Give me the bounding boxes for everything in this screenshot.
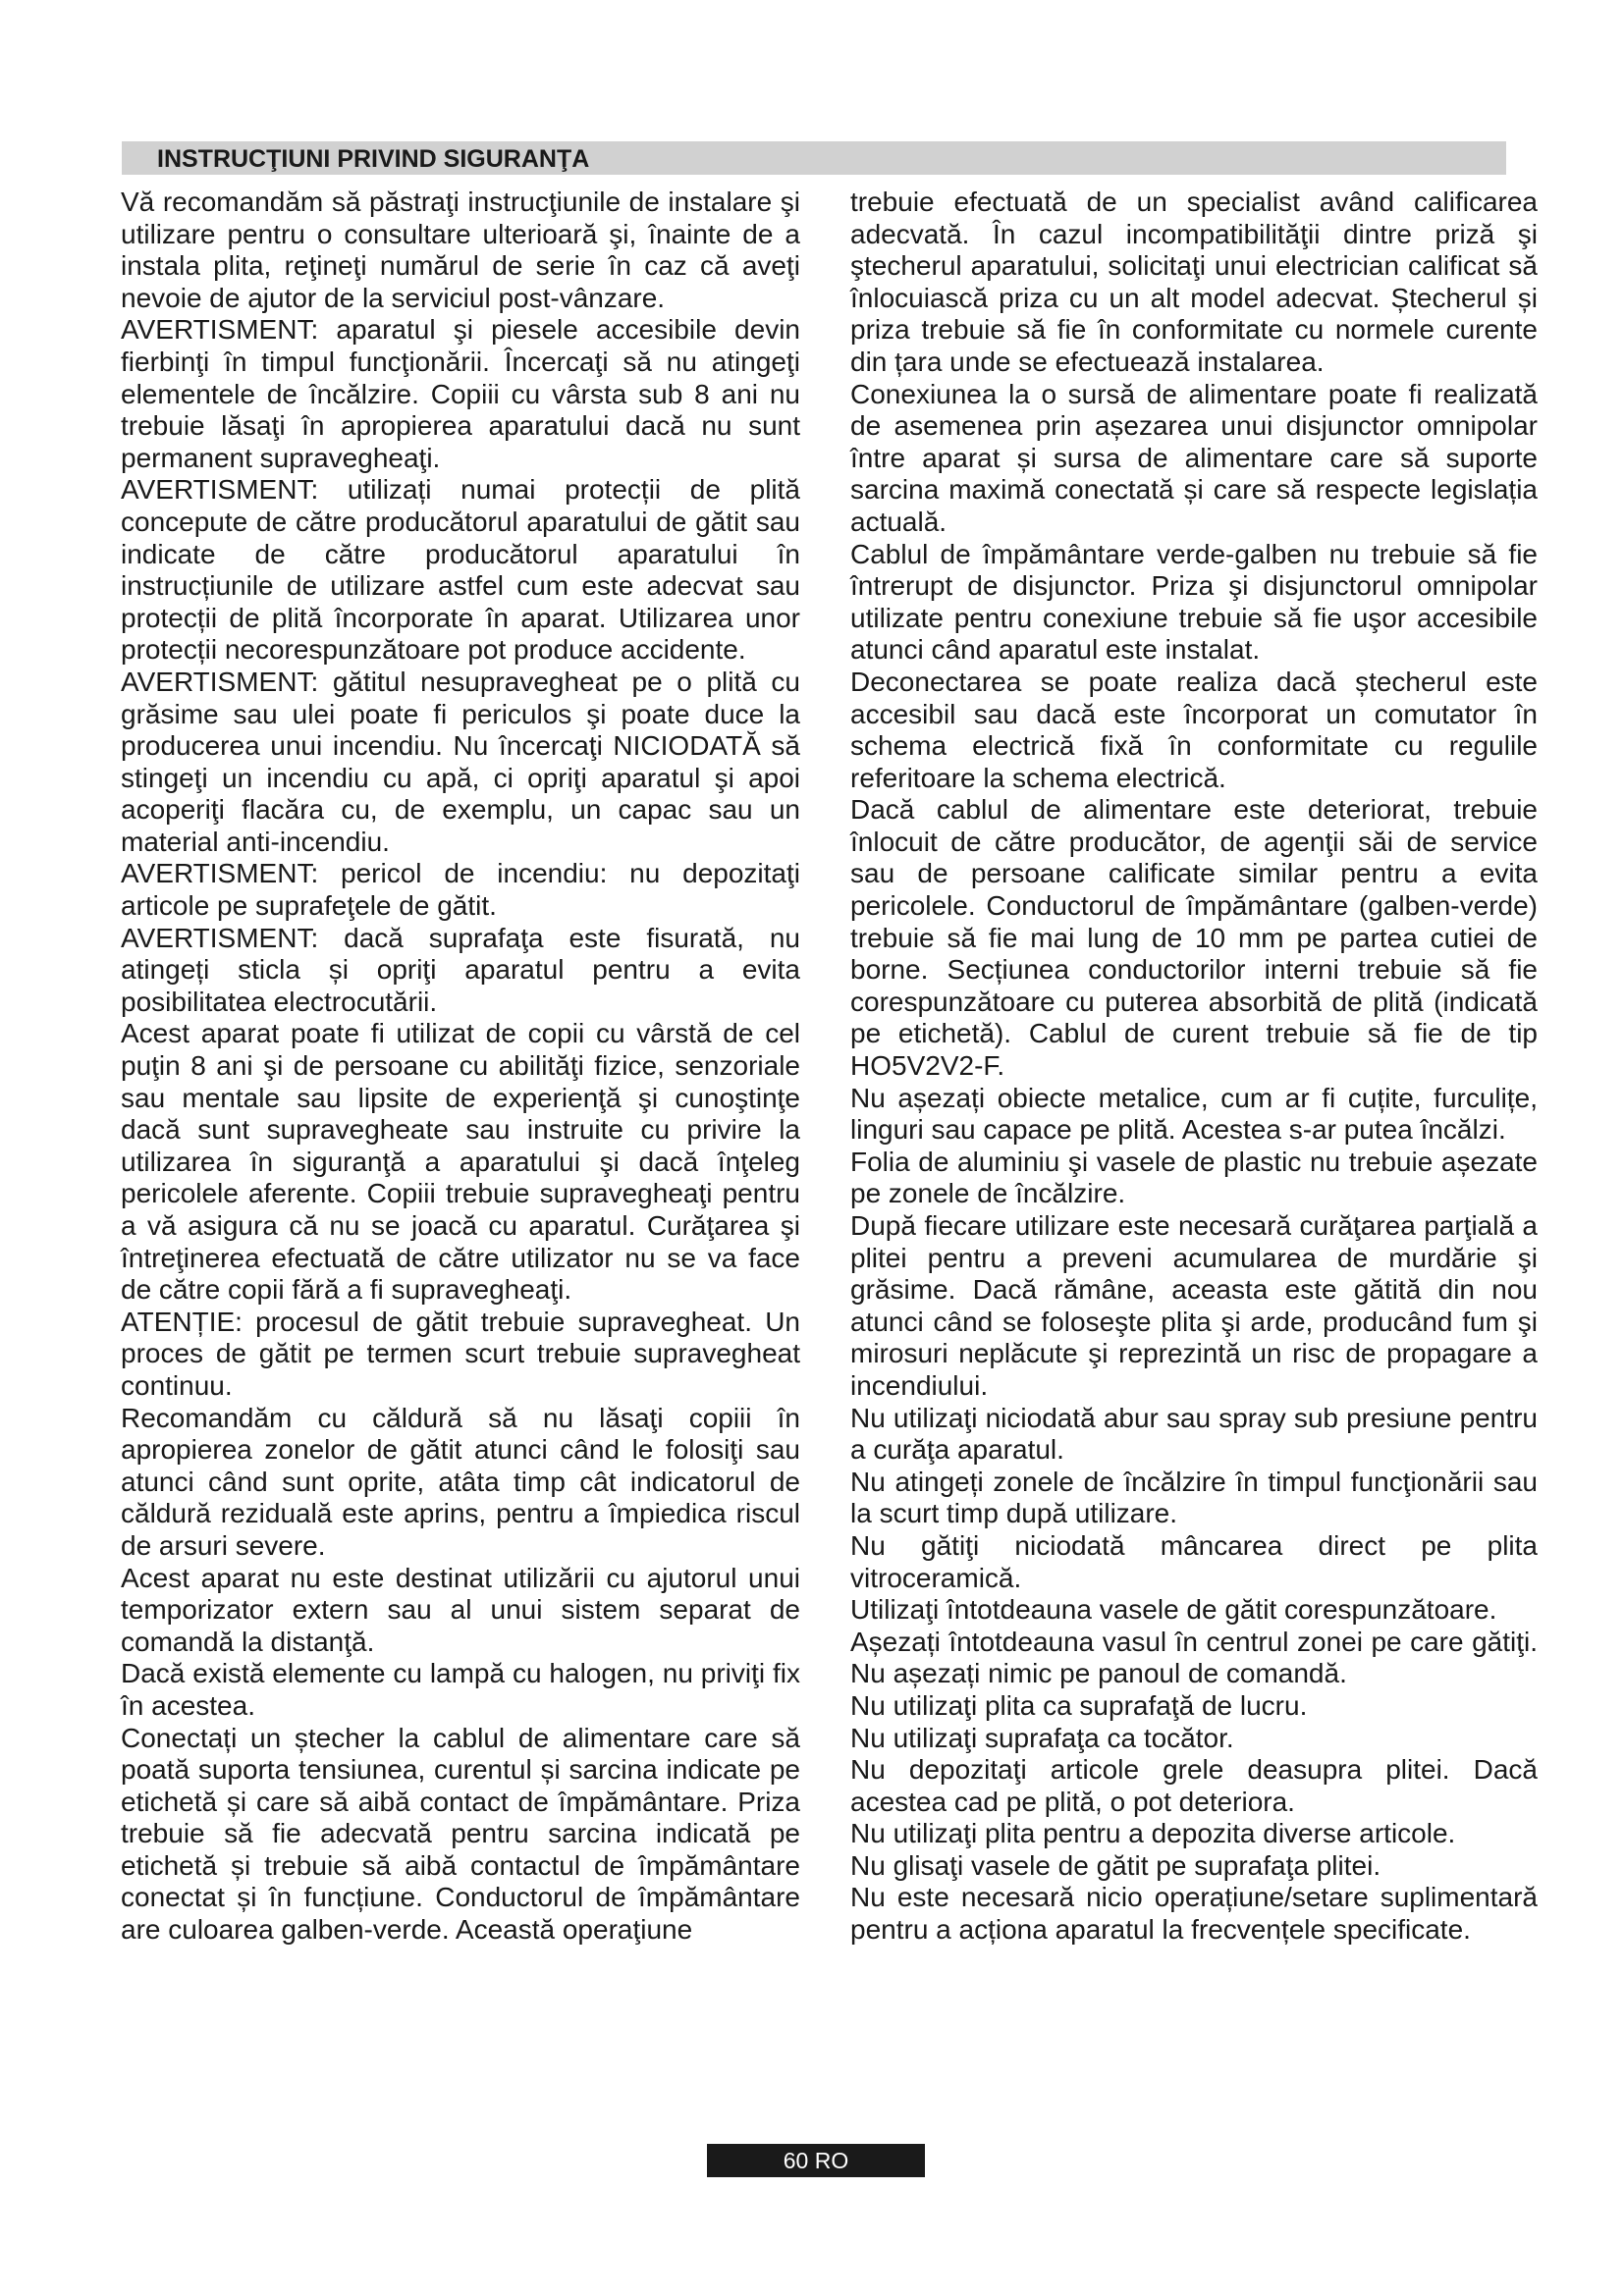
paragraph: Nu utilizaţi plita pentru a depozita diverse articole.	[850, 1818, 1456, 1849]
page-number: 60 RO	[707, 2144, 925, 2177]
paragraph: Vă recomandăm să păstraţi instrucţiunile de instalare şi utilizare pentru o consultare ulterioară şi, înainte de a instala plita, reţineţi numărul de serie în caz că aveţi nevoie de ajutor de la serviciul post-vânzare.	[121, 187, 800, 313]
right-column	[850, 187, 1538, 1947]
paragraph: Acest aparat poate fi utilizat de copii cu vârstă de cel puţin 8 ani şi de persoane cu abilităţi fizice, senzoriale sau mentale sau lipsite de experienţă şi cunoştinţe dacă sunt supravegheate sau instruite cu privire la utilizarea în siguranţă a aparatului şi dacă înţeleg pericolele aferente. Copiii trebuie supravegheaţi pentru a vă asigura că nu se joacă cu aparatul. Curăţarea şi întreţinerea efectuată de către utilizator nu se va face de către copii fără a fi supravegheaţi.	[121, 1018, 800, 1306]
paragraph: Folia de aluminiu şi vasele de plastic nu trebuie așezate pe zonele de încălzire.	[850, 1146, 1538, 1209]
paragraph: Conexiunea la o sursă de alimentare poate fi realizată de asemenea prin așezarea unui disjunctor omnipolar între aparat și sursa de alimentare care să suporte sarcina maximă conectată și care să respecte legislația actuală.	[850, 378, 1538, 537]
paragraph: AVERTISMENT: utilizați numai protecții de plită concepute de către producătorul aparatului de gătit sau indicate de către producătorul aparatului în instrucțiunile de utilizare astfel cum este adecvat sau protecții de plită încorporate în aparat. Utilizarea unor protecții necorespunzătoare pot produce accidente.	[121, 474, 800, 666]
paragraph: Conectați un ștecher la cablul de alimentare care să poată suporta tensiunea, curentul și sarcina indicate pe etichetă și care să aibă contact de împământare. Priza trebuie să fie adecvată pentru sarcina indicată pe etichetă și trebuie să aibă contactul de împământare conectat și în funcțiune. Conductorul de împământare are culoarea galben-verde. Această operaţiune	[121, 1722, 800, 1946]
paragraph: AVERTISMENT: gătitul nesupravegheat pe o plită cu grăsime sau ulei poate fi periculos şi poate duce la producerea unui incendiu. Nu încercaţi NICIODATĂ să stingeţi un incendiu cu apă, ci opriţi aparatul şi apoi acoperiţi flacăra cu, de exemplu, un capac sau un material anti-incendiu.	[121, 666, 800, 857]
paragraph: Nu gătiţi niciodată mâncarea direct pe plita vitroceramică.	[850, 1529, 1538, 1593]
paragraph: Așezați întotdeauna vasul în centrul zonei pe care gătiţi. Nu așezați nimic pe panoul de comandă.	[850, 1626, 1538, 1689]
paragraph: Recomandăm cu căldură să nu lăsaţi copiii în apropierea zonelor de gătit atunci când le folosiţi sau atunci când sunt oprite, atâta timp cât indicatorul de căldură reziduală este aprins, pentru a împiedica riscul de arsuri severe.	[121, 1402, 800, 1561]
paragraph: Nu glisaţi vasele de gătit pe suprafaţa plitei.	[850, 1849, 1381, 1881]
paragraph: Cablul de împământare verde-galben nu trebuie să fie întrerupt de disjunctor. Priza şi disjunctorul omnipolar utilizate pentru conexiune trebuie să fie uşor accesibile atunci când aparatul este instalat.	[850, 538, 1538, 666]
paragraph: AVERTISMENT: dacă suprafaţa este fisurată, nu atingeți sticla și opriţi aparatul pentru a evita posibilitatea electrocutării.	[121, 922, 800, 1017]
paragraph: Nu utilizaţi suprafaţa ca tocător.	[850, 1722, 1234, 1753]
paragraph: Nu atingeți zonele de încălzire în timpul funcţionării sau la scurt timp după utilizare.	[850, 1466, 1538, 1529]
paragraph: trebuie efectuată de un specialist având calificarea adecvată. În cazul incompatibilităţii dintre priză şi ştecherul aparatului, solicitaţi unui electrician calificat să înlocuiască priza cu un alt model adecvat. Ștecherul și priza trebuie să fie în conformitate cu normele curente din țara unde se efectuează instalarea.	[850, 187, 1538, 377]
paragraph: Nu așezați obiecte metalice, cum ar fi cuțite, furculițe, linguri sau capace pe plită. Acestea s-ar putea încălzi.	[850, 1082, 1538, 1146]
paragraph: Deconectarea se poate realiza dacă ștecherul este accesibil sau dacă este încorporat un comutator în schema electrică fixă în conformitate cu regulile referitoare la schema electrică.	[850, 666, 1538, 793]
paragraph: Utilizaţi întotdeauna vasele de gătit corespunzătoare.	[850, 1594, 1497, 1626]
paragraph: Nu utilizaţi niciodată abur sau spray sub presiune pentru a curăţa aparatul.	[850, 1402, 1538, 1466]
paragraph: Dacă cablul de alimentare este deteriorat, trebuie înlocuit de către producător, de agenţii săi de service sau de persoane calificate similar pentru a evita pericolele. Conductorul de împământare (galben-verde) trebuie să fie mai lung de 10 mm pe partea cutiei de borne. Secțiunea conductorilor interni trebuie să fie corespunzătoare cu puterea absorbită de plită (indicată pe etichetă). Cablul de curent trebuie să fie de tip HO5V2V2-F.	[850, 794, 1538, 1082]
paragraph: ATENȚIE: procesul de gătit trebuie supravegheat. Un proces de gătit pe termen scurt trebuie supravegheat continuu.	[121, 1306, 800, 1401]
left-column	[121, 187, 800, 1947]
paragraph: Nu depozitaţi articole grele deasupra plitei. Dacă acestea cad pe plită, o pot deteriora.	[850, 1754, 1538, 1817]
paragraph: AVERTISMENT: aparatul şi piesele accesibile devin fierbinţi în timpul funcţionării. Încercaţi să nu atingeţi elementele de încălzire. Copiii cu vârsta sub 8 ani nu trebuie lăsaţi în apropierea aparatului dacă nu sunt permanent supravegheaţi.	[121, 314, 800, 473]
paragraph: Nu este necesară nicio operațiune/setare suplimentară pentru a acționa aparatul la frecvențele specificate.	[850, 1882, 1538, 1946]
paragraph: După fiecare utilizare este necesară curăţarea parţială a plitei pentru a preveni acumularea de murdărie şi grăsime. Dacă rămâne, aceasta este gătită din nou atunci când se foloseşte plita şi arde, producând fum şi mirosuri neplăcute şi reprezintă un risc de propagare a incendiului.	[850, 1210, 1538, 1401]
paragraph: Acest aparat nu este destinat utilizării cu ajutorul unui temporizator extern sau al unui sistem separat de comandă la distanţă.	[121, 1562, 800, 1657]
paragraph: Dacă există elemente cu lampă cu halogen, nu priviţi fix în acestea.	[121, 1658, 800, 1721]
paragraph: AVERTISMENT: pericol de incendiu: nu depozitaţi articole pe suprafeţele de gătit.	[121, 858, 800, 922]
paragraph: Nu utilizaţi plita ca suprafaţă de lucru.	[850, 1689, 1308, 1721]
section-title: INSTRUCŢIUNI PRIVIND SIGURANŢA	[157, 145, 590, 173]
